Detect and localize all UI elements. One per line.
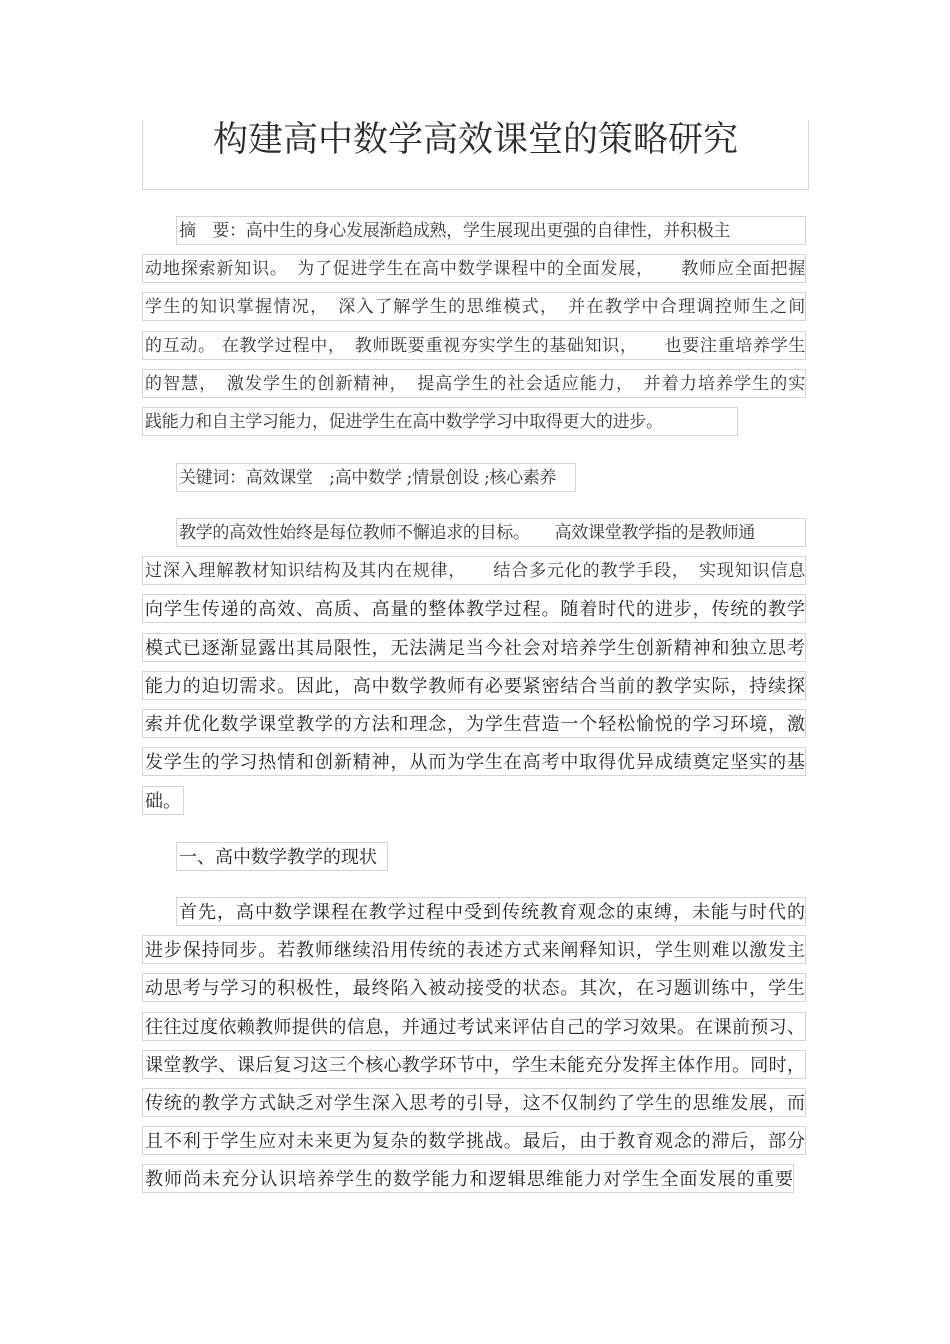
body-line: 过深入理解教材知识结构及其内在规律， 结合多元化的教学手段， 实现知识信息	[142, 556, 806, 585]
body-line: 向学生传递的高效、高质、高量的整体教学过程。随着时代的进步，传统的教学	[142, 594, 806, 623]
abstract-line: 的智慧， 激发学生的创新精神， 提高学生的社会适应能力， 并着力培养学生的实	[142, 369, 806, 398]
body-line: 动思考与学习的积极性，最终陷入被动接受的状态。其次，在习题训练中，学生	[142, 973, 806, 1002]
body-line: 教学的高效性始终是每位教师不懈追求的目标。 高效课堂教学指的是教师通	[176, 518, 806, 547]
section-heading: 一、高中数学教学的现状	[176, 842, 388, 871]
body-line: 索并优化数学课堂教学的方法和理念，为学生营造一个轻松愉悦的学习环境，激	[142, 709, 806, 738]
keywords-line: 关键词：高效课堂 ;高中数学 ;情景创设 ;核心素养	[176, 463, 576, 492]
body-line: 课堂教学、课后复习这三个核心教学环节中，学生未能充分发挥主体作用。同时，	[142, 1050, 806, 1079]
body-line: 进步保持同步。若教师继续沿用传统的表述方式来阐释知识，学生则难以激发主	[142, 935, 806, 964]
title-block	[142, 120, 809, 190]
body-line: 础。	[142, 786, 184, 815]
body-line: 教师尚未充分认识培养学生的数学能力和逻辑思维能力对学生全面发展的重要	[142, 1164, 794, 1193]
abstract-line: 动地探索新知识。 为了促进学生在高中数学课程中的全面发展， 教师应全面把握	[142, 254, 806, 283]
abstract-line: 学生的知识掌握情况， 深入了解学生的思维模式， 并在教学中合理调控师生之间	[142, 292, 806, 321]
body-line: 传统的教学方式缺乏对学生深入思考的引导，这不仅制约了学生的思维发展，而	[142, 1088, 806, 1117]
body-line: 且不利于学生应对未来更为复杂的数学挑战。最后，由于教育观念的滞后，部分	[142, 1126, 806, 1155]
body-line: 能力的迫切需求。因此，高中数学教师有必要紧密结合当前的教学实际，持续探	[142, 671, 806, 700]
abstract-line: 践能力和自主学习能力，促进学生在高中数学学习中取得更大的进步。	[142, 407, 738, 436]
body-line: 发学生的学习热情和创新精神，从而为学生在高考中取得优异成绩奠定坚实的基	[142, 747, 806, 776]
document-title: 构建高中数学高效课堂的策略研究	[212, 120, 738, 160]
body-line: 往往过度依赖教师提供的信息，并通过考试来评估自己的学习效果。在课前预习、	[142, 1012, 806, 1041]
body-line: 首先，高中数学课程在教学过程中受到传统教育观念的束缚，未能与时代的	[176, 897, 806, 926]
abstract-line: 摘 要：高中生的身心发展渐趋成熟，学生展现出更强的自律性，并积极主	[176, 216, 806, 245]
abstract-line: 的互动。 在教学过程中， 教师既要重视夯实学生的基础知识， 也要注重培养学生	[142, 331, 806, 360]
body-line: 模式已逐渐显露出其局限性，无法满足当今社会对培养学生创新精神和独立思考	[142, 633, 806, 662]
